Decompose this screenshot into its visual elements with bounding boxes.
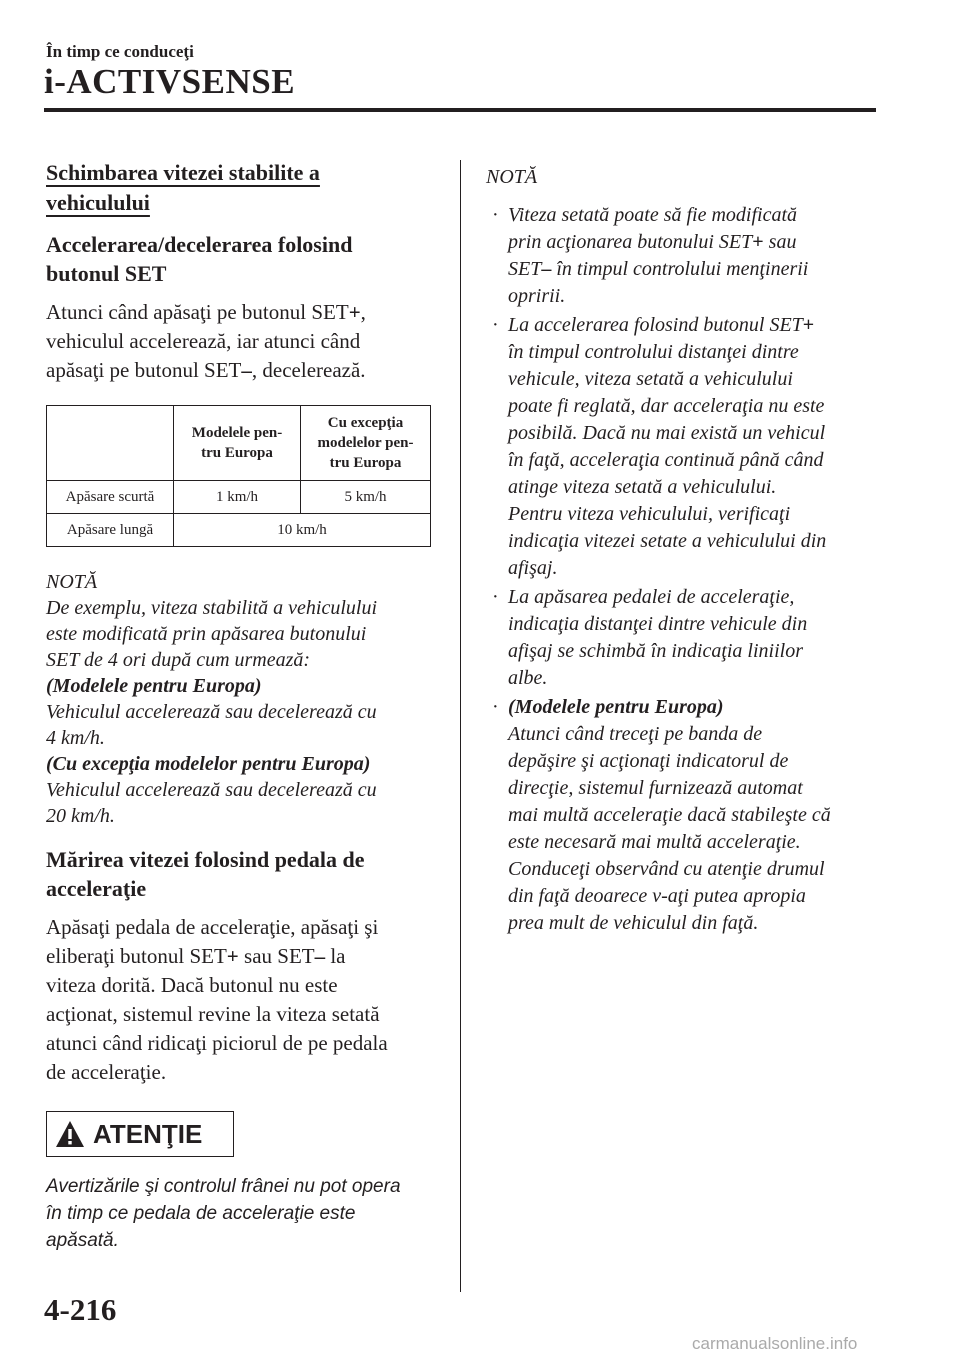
caution-text: Avertizările şi controlul frânei nu pot opera în timp ce pedala de acceleraţie este apăsată. xyxy=(46,1176,401,1251)
list-item: · La accelerarea folosind butonul SET+ în timpul controlului distanţei dintre vehicule, viteza setată a vehiculului poate fi reglată, dar acceleraţia nu este posibilă. Dacă nu mai există un vehicul în faţă, acceleraţia continuă până când atinge viteza setată a vehiculului. Pentru viteza vehiculului, verificaţi indicaţia vitezei setate a vehiculului din afişaj. xyxy=(492,314,827,579)
bullet-marker: · xyxy=(492,204,499,226)
caution-box xyxy=(46,1111,234,1157)
note-body: De exemplu, viteza stabilită a vehiculului este modificată prin apăsarea butonului SET de 4 ori după cum urmează: (Modelele pentru Europa) Vehiculul accelerează sau decelerează cu 4 km/h. (Cu excepţia modelelor pentru Europa) Vehiculul accelerează sau decelerează cu 20 km/h. xyxy=(46,597,378,827)
section-title: Schimbarea vitezei stabilite a vehiculului xyxy=(46,160,320,215)
table-cell: 10 km/h xyxy=(174,514,431,547)
table-cell: 5 km/h xyxy=(301,481,431,514)
speed-table xyxy=(46,405,431,547)
subsection-title-accelerator: Mărirea vitezei folosind pedala de acceleraţie xyxy=(46,847,365,901)
table-header-europe: Modelele pen- tru Europa xyxy=(174,406,301,481)
table-header-empty xyxy=(47,406,174,481)
plus-symbol: + xyxy=(752,231,764,253)
table-row xyxy=(47,481,431,514)
left-column xyxy=(46,158,438,1254)
table-header-row xyxy=(47,406,431,481)
column-divider xyxy=(460,160,461,1292)
section-header-title: i-ACTIVSENSE xyxy=(44,62,296,101)
note-heading: NOTĂ xyxy=(46,571,98,593)
minus-symbol: – xyxy=(314,944,326,968)
bullet-marker: · xyxy=(492,586,499,608)
chapter-label: În timp ce conduceţi xyxy=(46,42,194,61)
plus-symbol: + xyxy=(802,314,815,336)
list-item: · (Modelele pentru Europa) Atunci când treceţi pe banda de depăşire şi acţionaţi indicatorul de direcţie, sistemul furnizează automat mai multă acceleraţie dacă stabileşte că este necesară mai multă acceleraţie. Conduceţi observând cu atenţie drumul din faţă deoarece v-aţi putea apropia prea mult de vehiculul din faţă. xyxy=(492,696,831,934)
bullet-marker: · xyxy=(492,314,499,336)
table-cell: 1 km/h xyxy=(174,481,301,514)
note-heading: NOTĂ xyxy=(486,166,538,188)
watermark: carmanualsonline.info xyxy=(692,1334,858,1353)
header-rule xyxy=(44,108,876,112)
right-column xyxy=(486,158,878,937)
paragraph-set-button: Atunci când apăsaţi pe butonul SET+, vehiculul accelerează, iar atunci când apăsaţi pe butonul SET–, decelerează. xyxy=(46,300,366,382)
page-number: 4-216 xyxy=(44,1292,117,1327)
list-item: · La apăsarea pedalei de acceleraţie, indicaţia distanţei dintre vehicule din afişaj se schimbă în indicaţia liniilor albe. xyxy=(492,586,808,689)
subsection-title-set-button: Accelerarea/decelerarea folosind butonul SET xyxy=(46,232,353,286)
list-item: · Viteza setată poate să fie modificată prin acţionarea butonului SET+ sau SET– în timpul controlului menţinerii opririi. xyxy=(492,204,809,307)
minus-symbol: – xyxy=(541,258,552,280)
plus-symbol: + xyxy=(348,300,361,324)
table-cell: Apăsare lungă xyxy=(47,514,174,547)
table-header-non-europe: Cu excepţia modelelor pen- tru Europa xyxy=(301,406,431,481)
caution-label: ATENŢIE xyxy=(93,1118,203,1149)
paragraph-accelerator: Apăsaţi pedala de acceleraţie, apăsaţi şi eliberaţi butonul SET+ sau SET– la viteza dorită. Dacă butonul nu este acţionat, sistemul revine la viteza setată atunci când ridicaţi piciorul de pe pedala de acceleraţie. xyxy=(46,915,388,1084)
table-cell: Apăsare scurtă xyxy=(47,481,174,514)
table-row xyxy=(47,514,431,547)
bullet-marker: · xyxy=(492,696,499,718)
minus-symbol: – xyxy=(241,358,252,382)
plus-symbol: + xyxy=(226,944,239,968)
warning-triangle-icon xyxy=(55,1120,85,1148)
